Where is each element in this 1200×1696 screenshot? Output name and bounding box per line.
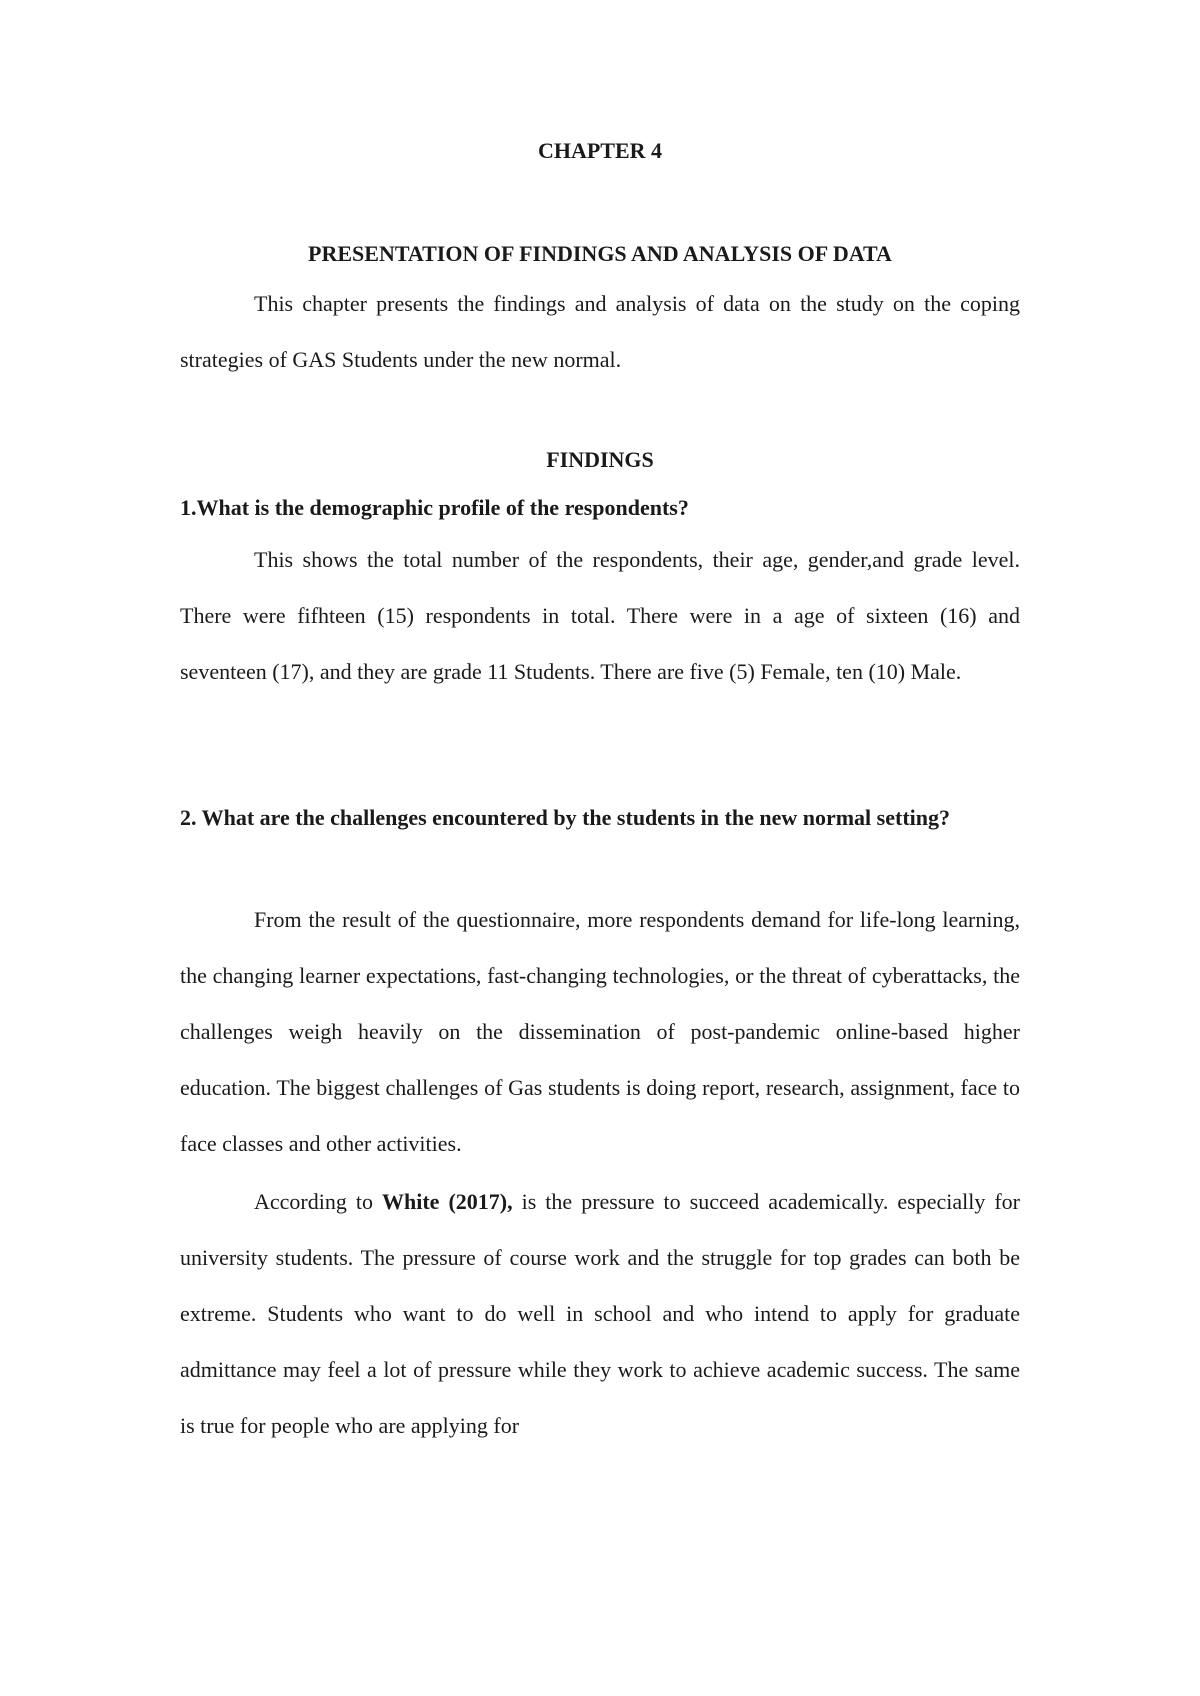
citation-lead: According to — [254, 1189, 382, 1214]
citation-paragraph — [180, 1174, 1020, 1454]
answer-1-paragraph: This shows the total number of the respondents, their age, gender,and grade level. There were fifhteen (15) respondents in total. There were in a age of sixteen (16) and seventeen (17), and they are grade 11 Students. There are five (5) Female, ten (10) Male. — [180, 547, 1020, 684]
question-2: 2. What are the challenges encountered by the students in the new normal setting? — [180, 805, 950, 830]
chapter-heading: CHAPTER 4 — [537, 138, 663, 163]
findings-heading: FINDINGS — [546, 447, 654, 472]
citation-text: is the pressure to succeed academically. especially for university students. The pressure of course work and the struggle for top grades can both be extreme. Students who want to do well in school and who intend to apply for graduate admittance may feel a lot of pressure while they work to achieve academic success. The same is true for people who are applying for — [180, 1189, 1021, 1438]
answer-2-paragraph: From the result of the questionnaire, more respondents demand for life-long learning, the changing learner expectations, fast-changing technologies, or the threat of cyberattacks, the challenges weigh heavily on the dissemination of post-pandemic online-based higher education. The biggest challenges of Gas students is doing report, research, assignment, face to face classes and other activities. — [180, 907, 1020, 1156]
citation-reference: White (2017), — [382, 1189, 513, 1214]
question-1: 1.What is the demographic profile of the respondents? — [180, 495, 689, 520]
intro-paragraph: This chapter presents the findings and analysis of data on the study on the coping strategies of GAS Students under the new normal. — [180, 291, 1020, 372]
section-title: PRESENTATION OF FINDINGS AND ANALYSIS OF DATA — [308, 241, 892, 266]
